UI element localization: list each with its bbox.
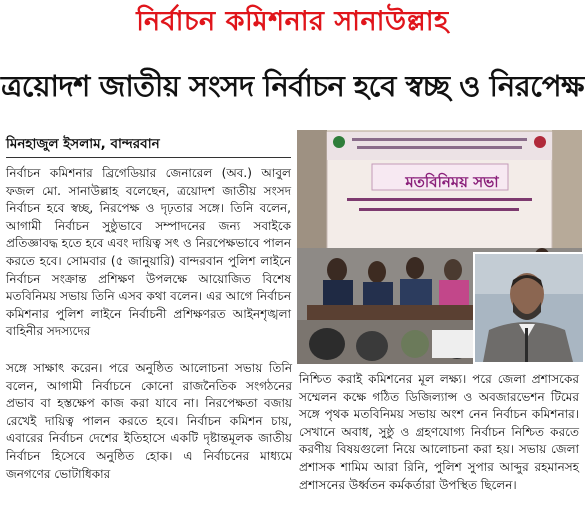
- article-paragraph-1: নির্বাচন কমিশনার ব্রিগেডিয়ার জেনারেল (অব.) আবুল ফজল মো. সানাউল্লাহ বলেছেন, ত্রয়োদশ জাতীয় সংসদ নির্বাচন হবে স্বচ্ছ, নিরপেক্ষ ও দৃঢ়তার সঙ্গে। তিনি বলেন, আগামী নির্বাচন সুষ্ঠুভাবে সম্পাদনের জন্য সবাইকে প্রতিজ্ঞাবদ্ধ হতে হবে এবং দায়িত্ব সৎ ও নিরপেক্ষভাবে পালন করতে হবে। সোমবার (৫ জানুয়ারি) বান্দরবান পুলিশ লাইনে নির্বাচন সংক্রান্ত প্রশিক্ষণ উপলক্ষে আয়োজিত বিশেষ মতবিনিময় সভায় তিনি এসব কথা বলেন। এর আগে নির্বাচন কমিশনার পুলিশ লাইনে নির্বাচনী প্রশিক্ষণরত আইনশৃঙ্খলা বাহিনীর সদস্যদের: [6, 166, 291, 339]
- article-headline: ত্রয়োদশ জাতীয় সংসদ নির্বাচন হবে স্বচ্ছ ও নিরপেক্ষ: [0, 69, 585, 103]
- article-paragraph-2: সঙ্গে সাক্ষাৎ করেন। পরে অনুষ্ঠিত আলোচনা সভায় তিনি বলেন, আগামী নির্বাচনে কোনো রাজনৈতিক সংগঠনের প্রভাব বা হস্তক্ষেপ কাজ করা যাবে না। নিরপেক্ষতা বজায় রেখেই দায়িত্ব পালন করতে হবে। নির্বাচন কমিশন চায়, এবারের নির্বাচন দেশের ইতিহাসে একটি দৃষ্টান্তমূলক জাতীয় নির্বাচন হিসেবে অনুষ্ঠিত হোক। এ নির্বাচনের মাধ্যমে জনগণের ভোটাধিকার: [6, 361, 292, 481]
- commissioner-portrait: [473, 252, 585, 364]
- article-byline: মিনহাজুল ইসলাম, বান্দরবান: [6, 134, 291, 158]
- banner-title: মতবিনিময় সভা: [405, 173, 499, 191]
- article-kicker: নির্বাচন কমিশনার সানাউল্লাহ: [136, 6, 449, 37]
- portrait-figure: [475, 254, 583, 362]
- article-paragraph-3: নিশ্চিত করাই কমিশনের মূল লক্ষ্য। পরে জেলা প্রশাসকের সম্মেলন কক্ষে গঠিত ডিজিল্যান্স ও অবজারভেশন টিমের সঙ্গে পৃথক মতবিনিময় সভায় অংশ নেন নির্বাচন কমিশনার। সেখানে অবাধ, সুষ্ঠু ও গ্রহণযোগ্য নির্বাচন নিশ্চিত করতে করণীয় বিষয়গুলো নিয়ে আলোচনা করা হয়। সভায় জেলা প্রশাসক শামিম আরা রিনি, পুলিশ সুপার আব্দুর রহমানসহ প্রশাসনের উর্ধ্বতন কর্মকর্তারা উপস্থিত ছিলেন।: [299, 372, 579, 492]
